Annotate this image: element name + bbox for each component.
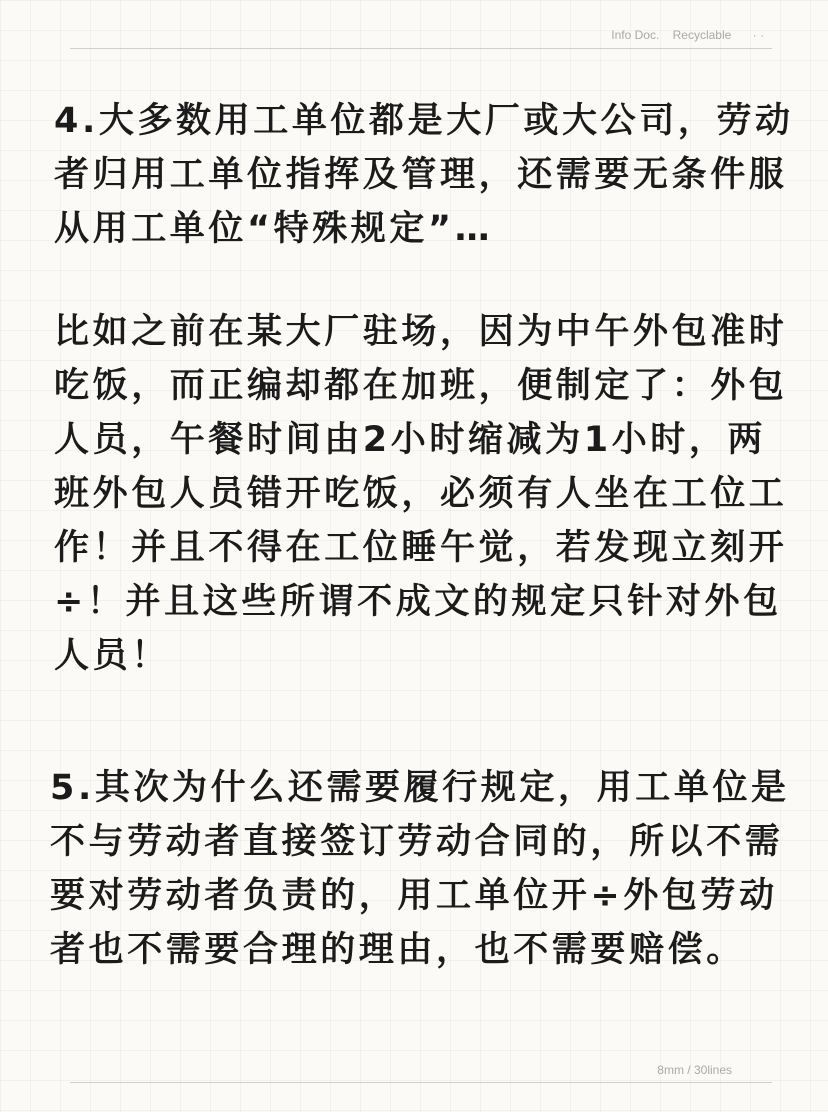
header-divider bbox=[70, 48, 772, 49]
header-dots: · · bbox=[752, 28, 764, 42]
paper-spec-label: 8mm / 30lines bbox=[657, 1063, 732, 1077]
page-header bbox=[70, 26, 772, 48]
paragraph-example: 比如之前在某大厂驻场，因为中午外包准时吃饭，而正编却都在加班，便制定了：外包人员，午餐时间由2小时缩减为1小时，两班外包人员错开吃饭，必须有人坐在工位工作！并且不得在工位睡午觉，若发现立刻开÷！并且这些所谓不成文的规定只针对外包人员！ bbox=[54, 312, 788, 676]
paragraph-point-4: 4.大多数用工单位都是大厂或大公司，劳动者归用工单位指挥及管理，还需要无条件服从用工单位“特殊规定”… bbox=[54, 101, 794, 249]
footer-divider bbox=[70, 1082, 772, 1083]
paragraph-point-5: 5.其次为什么还需要履行规定，用工单位是不与劳动者直接签订劳动合同的，所以不需要对劳动者负责的，用工单位开÷外包劳动者也不需要合理的理由，也不需要赔偿。 bbox=[50, 768, 790, 970]
header-meta bbox=[601, 28, 764, 42]
recyclable-label: Recyclable bbox=[672, 28, 732, 42]
doc-label: Info Doc. bbox=[611, 28, 660, 42]
